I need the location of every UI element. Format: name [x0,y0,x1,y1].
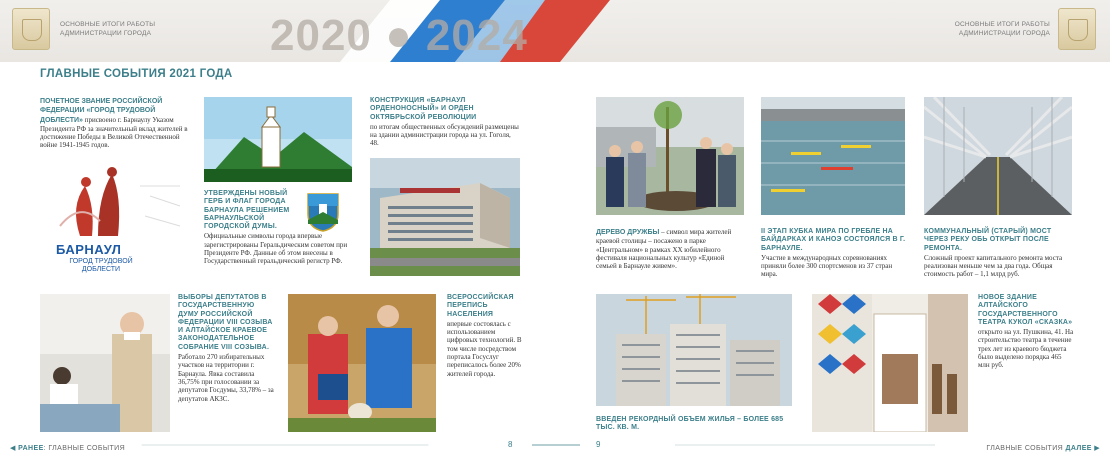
construct-title: КОНСТРУКЦИЯ «БАРНАУЛ ОРДЕНОНОСНЫЙ» И ОРДЕН ОКТЯБРЬСКОЙ РЕВОЛЮЦИИ [370,97,477,121]
construct-text: по итогам общественных обсуждений размещены на здании администрации города на ул. Гоголя, 48. [370,122,519,148]
block-census [447,294,527,378]
rowing-title: II ЭТАП КУБКА МИРА ПО ГРЕБЛЕ НА БАЙДАРКАХ И КАНОЭ СОСТОЯЛСЯ В Г. БАРНАУЛЕ. [761,228,906,252]
tree-title: ДЕРЕВО ДРУЖБЫ [596,229,660,236]
coat-of-arms-icon-left [12,8,50,50]
honor-title: ПОЧЕТНОЕ ЗВАНИЕ РОССИЙСКОЙ ФЕДЕРАЦИИ «ГОРОД ТРУДОВОЙ ДОБЛЕСТИ» [40,98,163,124]
header-band [0,0,1110,62]
census-text: впервые состоялась с использованием цифровых технологий. В том числе посредством портала Госуслуг переписалось более 20% жителей города. [447,319,522,378]
prev-arrow-icon: ◀ [10,445,19,452]
page-number-right: 9 [596,440,601,449]
bridge-image [924,97,1072,215]
elections-title: ВЫБОРЫ ДЕПУТАТОВ В ГОСУДАРСТВЕННУЮ ДУМУ РОССИЙСКОЙ ФЕДЕРАЦИИ VIII СОЗЫВА И АЛТАЙСКОЕ КРАЕВОЕ ЗАКОНОДАТЕЛЬНОЕ СОБРАНИЕ VIII СОЗЫВА. [178,294,273,351]
coat-of-arms-icon-right [1058,8,1096,50]
block-elections [178,294,276,403]
next-arrow-icon: ▶ [1091,445,1100,452]
years-title: 2020 ● 2024 [270,11,528,60]
elections-text: Работало 270 избирательных участков на территории г. Барнаула. Явка составила 36,75% при голосовании за депутатов Госдумы, 33,78% – за депутатов АКЗС. [178,353,274,403]
footer-divider-right [610,443,1000,447]
logo-subtitle: ГОРОД ТРУДОВОЙ ДОБЛЕСТИ [69,258,133,273]
coat-title: УТВЕРЖДЕНЫ НОВЫЙ ГЕРБ И ФЛАГ ГОРОДА БАРНАУЛА РЕШЕНИЕМ БАРНАУЛЬСКОЙ ГОРОДСКОЙ ДУМЫ. [204,190,290,231]
coat-of-arms-image [304,190,342,232]
block-tree [596,228,746,270]
flag-image [204,97,352,182]
tree-planting-image [596,97,744,215]
theatre-text: открыто на ул. Пушкина, 41. На строительство театра в течение трех лет из краевого бюджета было выделено порядка 465 млн руб. [978,328,1074,370]
bridge-title: КОММУНАЛЬНЫЙ (СТАРЫЙ) МОСТ ЧЕРЕЗ РЕКУ ОБЬ ОТКРЫТ ПОСЛЕ РЕМОНТА. [924,228,1052,252]
census-title: ВСЕРОССИЙСКАЯ ПЕРЕПИСЬ НАСЕЛЕНИЯ [447,294,514,318]
block-rowing [761,228,907,279]
section-title: ГЛАВНЫЕ СОБЫТИЯ 2021 ГОДА [40,68,233,80]
barnaul-logo [40,166,186,284]
block-construct [370,97,520,148]
tree-text: – символ мира жителей краевой столицы – посажено в парке «Центральном» в рамках XX юбилейного фестиваля национальных культур «Единой семьей в Барнауле живем». [596,228,732,271]
block-honor [40,97,190,150]
prev-label: РАНЕЕ [18,445,44,452]
housing-title: ВВЕДЕН РЕКОРДНЫЙ ОБЪЕМ ЖИЛЬЯ – БОЛЕЕ 685 ТЫС. КВ. М. [596,416,784,432]
next-link[interactable] [986,444,1100,452]
next-text: ГЛАВНЫЕ СОБЫТИЯ [986,445,1066,452]
header-caption-right: ОСНОВНЫЕ ИТОГИ РАБОТЫ АДМИНИСТРАЦИИ ГОРОДА [954,21,1050,37]
footer-divider-left [70,443,500,447]
elections-image [40,294,170,432]
census-image [288,294,436,432]
coat-text: Официальные символы города впервые зарегистрированы Геральдическим советом при Президенте РФ. Данные об этом внесены в Государственный геральдический регистр РФ. [204,232,348,266]
header-caption-left: ОСНОВНЫЕ ИТОГИ РАБОТЫ АДМИНИСТРАЦИИ ГОРОДА [60,21,156,37]
housing-construction-image [596,294,792,406]
prev-text: : ГЛАВНЫЕ СОБЫТИЯ [43,445,126,452]
block-theatre [978,294,1074,370]
rowing-text: Участие в международных соревнованиях приняли более 300 спортсменов из 37 стран мира. [761,253,893,279]
page-number-left: 8 [508,440,513,449]
theatre-title: НОВОЕ ЗДАНИЕ АЛТАЙСКОГО ГОСУДАРСТВЕННОГО ТЕАТРА КУКОЛ «СКАЗКА» [978,294,1073,326]
logo-name: БАРНАУЛ [56,242,122,257]
next-label: ДАЛЕЕ [1065,445,1092,452]
monument-icon [40,166,186,242]
administration-building-image [370,158,520,276]
footer-divider-center [520,443,592,447]
footer [0,440,1110,464]
rowing-image [761,97,905,215]
honor-text: присвоено г. Барнаулу Указом Президента РФ за значительный вклад жителей в достижение Победы в Великой Отечественной войне 1941-1945 годов. [40,115,188,150]
block-bridge [924,228,1074,279]
bridge-text: Сложный проект капитального ремонта моста реализован меньше чем за два года. Общая стоимость работ – 1,1 млрд руб. [924,253,1063,279]
block-housing [596,416,796,433]
puppet-theatre-image [812,294,968,432]
